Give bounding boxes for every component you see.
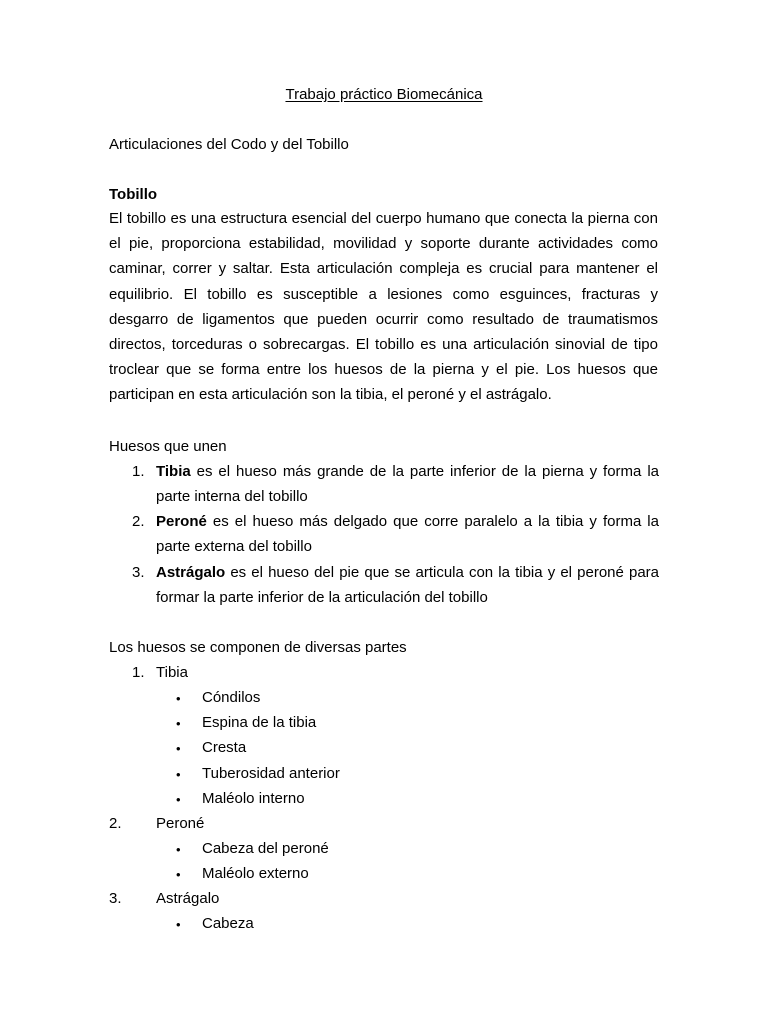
- part-item: Cabeza: [202, 915, 254, 932]
- bullet-icon: •: [176, 741, 181, 756]
- part-item: Espina de la tibia: [202, 714, 317, 731]
- parts-heading: Los huesos se componen de diversas partes: [109, 639, 407, 656]
- bone-item: [156, 560, 659, 610]
- document-title: [0, 85, 768, 105]
- bullet-icon: •: [176, 716, 181, 731]
- bone-name: Peroné: [156, 513, 207, 530]
- bone-item: [156, 509, 659, 559]
- document-title-text: Trabajo práctico Biomecánica: [285, 86, 483, 103]
- intro-paragraph: El tobillo es una estructura esencial del cuerpo humano que conecta la pierna con el pie, proporciona estabilidad, movilidad y soporte durante actividades como caminar, correr y saltar. Esta articulación compleja es crucial para mantener el equilibrio. El tobillo es susceptible a lesiones como esguinces, fracturas y desgarro de ligamentos que pueden ocurrir como resultado de traumatismos directos, torceduras o sobrecargas. El tobillo es una articulación sinovial de tipo troclear que se forma entre los huesos de la pierna y el pie. Los huesos que participan en esta articulación son la tibia, el peroné y el astrágalo.: [109, 210, 658, 404]
- bullet-icon: •: [176, 767, 181, 782]
- part-name: Astrágalo: [156, 890, 220, 907]
- part-item: Cresta: [202, 739, 247, 756]
- part-item: Maléolo externo: [202, 865, 309, 882]
- document-subtitle: Articulaciones del Codo y del Tobillo: [109, 136, 349, 153]
- part-item: Tuberosidad anterior: [202, 765, 340, 782]
- part-name: Tibia: [156, 664, 188, 681]
- bullet-icon: •: [176, 867, 181, 882]
- bone-name: Astrágalo: [156, 564, 226, 581]
- part-item: Maléolo interno: [202, 790, 305, 807]
- bone-name: Tibia: [156, 463, 191, 480]
- bullet-icon: •: [176, 792, 181, 807]
- part-number: 2.: [109, 815, 122, 832]
- part-item: Cabeza del peroné: [202, 840, 329, 857]
- bone-description: es el hueso del pie que se articula con la tibia y el peroné para formar la parte inferior de la articulación del tobillo: [156, 564, 659, 607]
- bones-heading: Huesos que unen: [109, 438, 227, 455]
- bone-number: 3.: [132, 564, 145, 581]
- section-heading: Tobillo: [109, 186, 158, 203]
- part-name: Peroné: [156, 815, 205, 832]
- bone-item: [156, 459, 659, 509]
- part-number: 1.: [132, 664, 145, 681]
- bone-description: es el hueso más delgado que corre paralelo a la tibia y forma la parte externa del tobillo: [156, 513, 659, 556]
- bullet-icon: •: [176, 691, 181, 706]
- bone-number: 1.: [132, 463, 145, 480]
- part-number: 3.: [109, 890, 122, 907]
- bone-number: 2.: [132, 513, 145, 530]
- bullet-icon: •: [176, 842, 181, 857]
- bone-description: es el hueso más grande de la parte inferior de la pierna y forma la parte interna del tobillo: [156, 463, 659, 506]
- part-item: Cóndilos: [202, 689, 261, 706]
- bullet-icon: •: [176, 917, 181, 932]
